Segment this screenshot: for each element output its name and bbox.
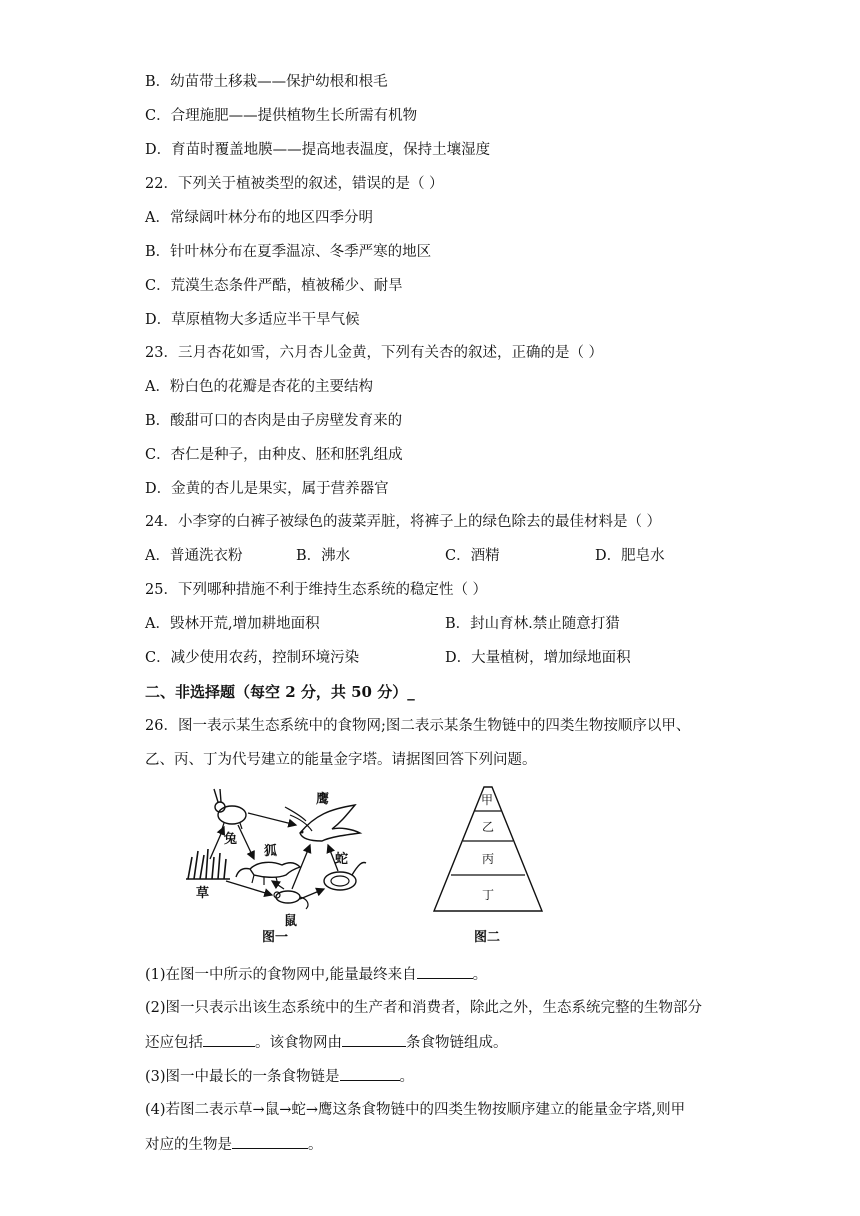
q23-option-b: B．酸甜可口的杏肉是由子房壁发育来的 — [145, 413, 403, 429]
q24-option-b: B．沸水 — [296, 548, 351, 564]
q26-part4-text: 对应的生物是 — [145, 1137, 232, 1153]
energy-pyramid-figure — [430, 783, 550, 918]
q26-part2-end: 条食物链组成。 — [406, 1035, 508, 1051]
q25-option-a: A．毁林开荒,增加耕地面积 — [145, 616, 320, 632]
q26-part1 — [145, 964, 487, 985]
q21-option-c: C．合理施肥——提供植物生长所需有机物 — [145, 108, 418, 124]
q26-stem-line1: 26．图一表示某生态系统中的食物网;图二表示某条生物链中的四类生物按顺序以甲、 — [145, 718, 691, 734]
q24-stem: 24．小李穿的白裤子被绿色的菠菜弄脏，将裤子上的绿色除去的最佳材料是（ ） — [145, 514, 662, 530]
q26-part2-line2 — [145, 1032, 508, 1053]
q25-option-d: D．大量植树，增加绿地面积 — [445, 650, 631, 666]
answer-blank-4[interactable] — [340, 1066, 400, 1081]
figure1-caption: 图一 — [262, 930, 289, 945]
q26-part4-line2 — [145, 1134, 323, 1155]
q25-option-c: C．减少使用农药，控制环境污染 — [145, 650, 360, 666]
q21-option-d: D．育苗时覆盖地膜——提高地表温度，保持土壤湿度 — [145, 142, 491, 158]
mouse-icon — [274, 891, 308, 909]
grass-icon — [186, 849, 230, 879]
rabbit-icon — [214, 789, 246, 829]
q26-part1-end: 。 — [472, 967, 488, 983]
pyramid-level-1: 甲 — [481, 793, 494, 807]
q26-part2-line1: (2)图一只表示出该生态系统中的生产者和消费者，除此之外，生态系统完整的生物部分 — [145, 1000, 703, 1016]
snake-label: 蛇 — [335, 852, 349, 867]
q26-part4-line1: (4)若图二表示草→鼠→蛇→鹰这条食物链中的四类生物按顺序建立的能量金字塔,则甲 — [145, 1102, 686, 1118]
answer-blank-5[interactable] — [232, 1134, 308, 1149]
q26-part2-text: 还应包括 — [145, 1035, 203, 1051]
figure2-caption: 图二 — [474, 930, 501, 945]
answer-blank-1[interactable] — [417, 964, 473, 979]
section-heading: 二、非选择题（每空 2 分，共 50 分）_ — [145, 683, 415, 701]
fox-icon — [236, 862, 300, 885]
q22-option-b: B．针叶林分布在夏季温凉、冬季严寒的地区 — [145, 244, 432, 260]
q26-part3-text: (3)图一中最长的一条食物链是 — [145, 1069, 340, 1085]
food-web-figure — [180, 785, 390, 945]
q21-option-b: B．幼苗带土移栽——保护幼根和根毛 — [145, 74, 388, 90]
q24-option-c: C．酒精 — [445, 548, 500, 564]
q26-part2-mid: 。该食物网由 — [255, 1035, 342, 1051]
q23-stem: 23．三月杏花如雪，六月杏儿金黄，下列有关杏的叙述，正确的是（ ） — [145, 345, 604, 361]
answer-blank-3[interactable] — [342, 1032, 406, 1047]
rabbit-label: 兔 — [224, 832, 238, 847]
grass-label: 草 — [196, 886, 210, 901]
q23-option-c: C．杏仁是种子，由种皮、胚和胚乳组成 — [145, 447, 403, 463]
mouse-label: 鼠 — [284, 914, 298, 929]
q22-option-c: C．荒漠生态条件严酷，植被稀少、耐旱 — [145, 278, 403, 294]
q26-part1-text: (1)在图一中所示的食物网中,能量最终来自 — [145, 967, 417, 983]
q26-part4-end: 。 — [308, 1137, 323, 1153]
q26-part3 — [145, 1066, 414, 1087]
q24-option-d: D．肥皂水 — [595, 548, 665, 564]
q26-stem-line2: 乙、丙、丁为代号建立的能量金字塔。请据图回答下列问题。 — [145, 752, 537, 768]
q25-option-b: B．封山育林.禁止随意打猎 — [445, 616, 620, 632]
q23-option-a: A．粉白色的花瓣是杏花的主要结构 — [145, 379, 373, 395]
pyramid-level-2: 乙 — [482, 820, 495, 834]
q26-part3-end: 。 — [399, 1069, 415, 1085]
hawk-icon — [285, 805, 360, 841]
q22-option-d: D．草原植物大多适应半干旱气候 — [145, 312, 360, 328]
pyramid-level-3: 丙 — [482, 852, 495, 866]
q25-stem: 25．下列哪种措施不利于维持生态系统的稳定性（ ） — [145, 582, 488, 598]
answer-blank-2[interactable] — [203, 1032, 255, 1047]
pyramid-level-4: 丁 — [482, 888, 495, 902]
fox-label: 狐 — [264, 844, 278, 859]
hawk-label: 鹰 — [316, 792, 330, 807]
q24-option-a: A．普通洗衣粉 — [145, 548, 243, 564]
q22-option-a: A．常绿阔叶林分布的地区四季分明 — [145, 210, 373, 226]
q22-stem: 22．下列关于植被类型的叙述，错误的是（ ） — [145, 176, 444, 192]
q23-option-d: D．金黄的杏儿是果实，属于营养器官 — [145, 481, 389, 497]
